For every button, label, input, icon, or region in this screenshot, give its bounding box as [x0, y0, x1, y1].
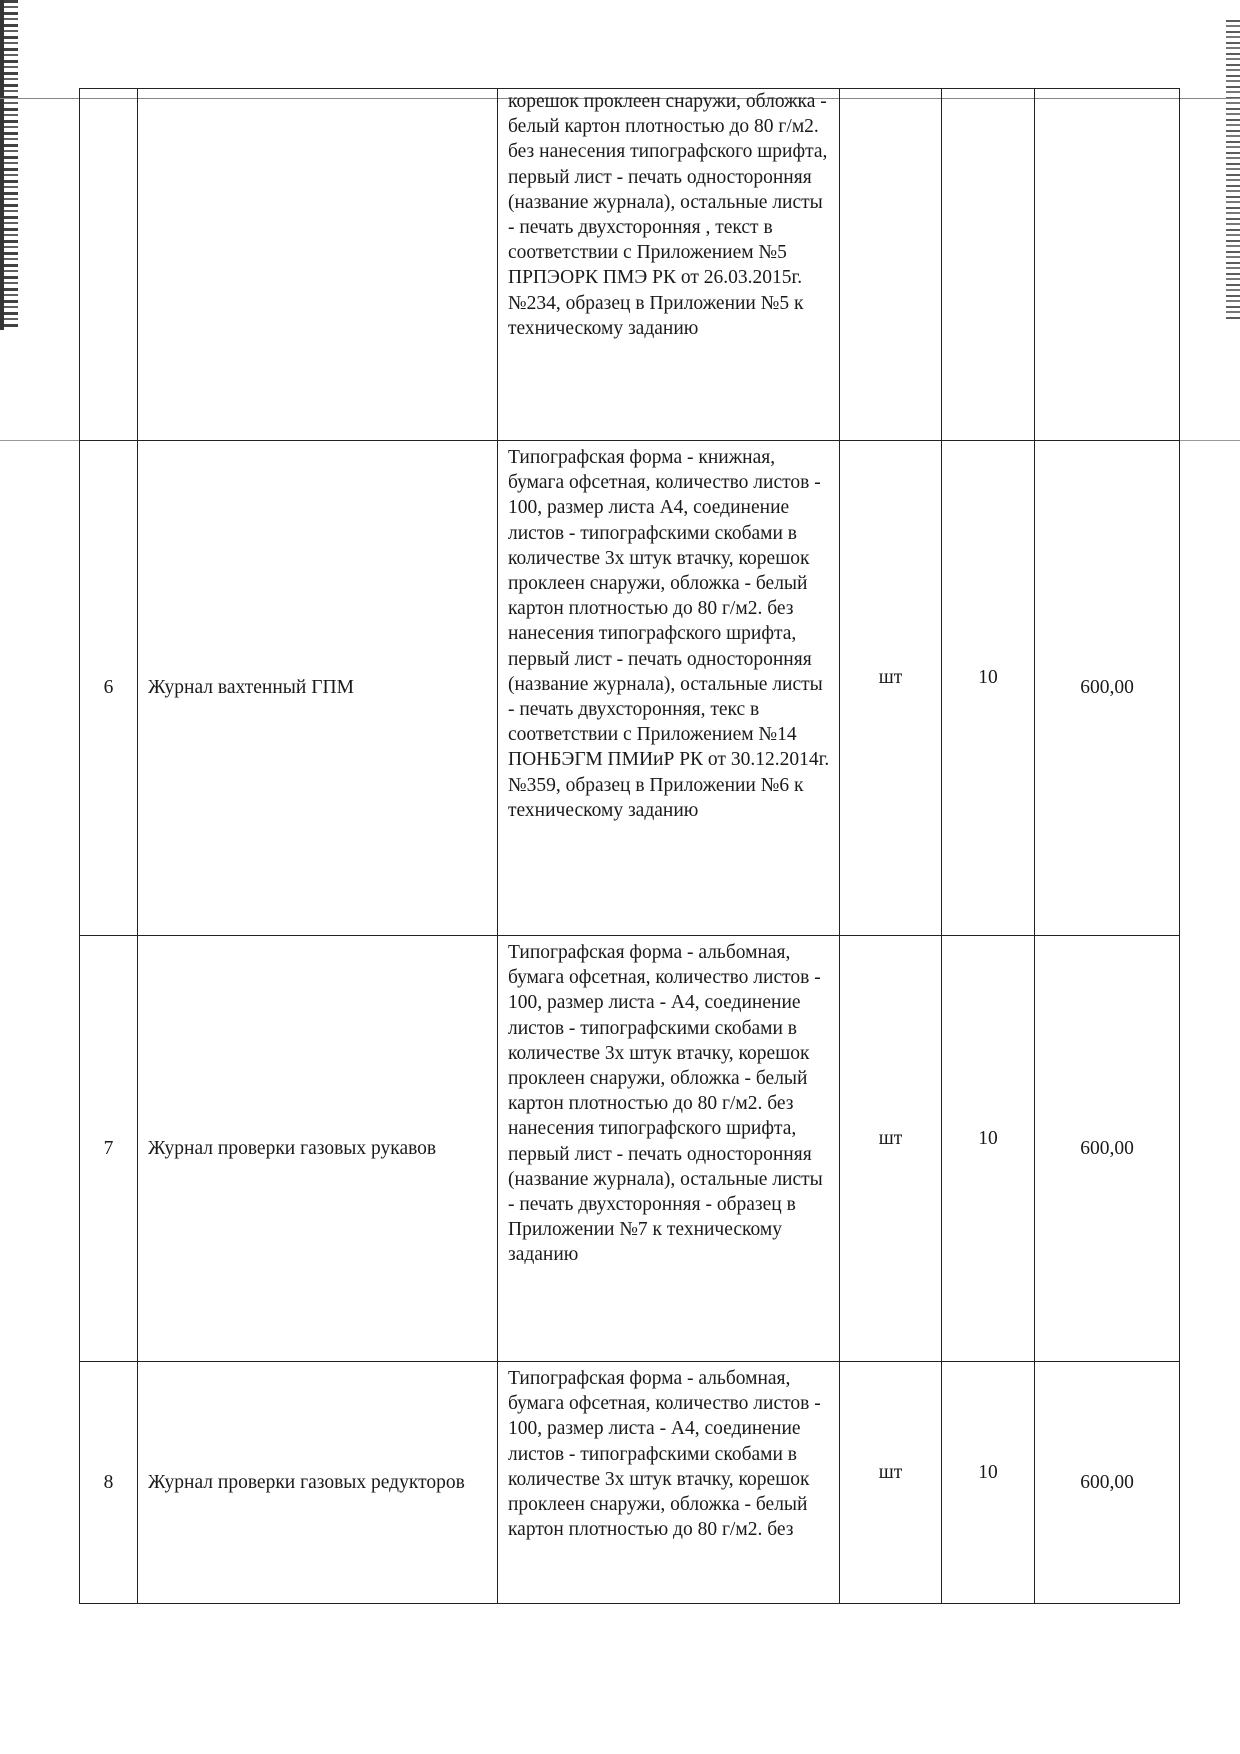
items-table — [79, 88, 1180, 1604]
table-row — [80, 936, 1180, 1362]
item-description: Типографская форма - альбомная, бумага офсетная, количество листов - 100, размер листа - А4, соединение листов - типографскими скобами в количестве 3х штук втачку, корешок проклеен снаружи, обложка - белый картон плотностью до 80 г/м2. без нанесения типографского шрифта, первый лист - печать односторонняя (название журнала), остальные листы - печать двухсторонняя - образец в Приложении №7 к техническому заданию — [498, 936, 840, 1362]
item-unit: шт — [840, 441, 942, 936]
table-row — [80, 89, 1180, 441]
item-quantity: 10 — [942, 1362, 1035, 1604]
item-description: Типографская форма - альбомная, бумага офсетная, количество листов - 100, размер листа - А4, соединение листов - типографскими скобами в количестве 3х штук втачку, корешок проклеен снаружи, обложка - белый картон плотностью до 80 г/м2. без — [498, 1362, 840, 1604]
item-description: корешок проклеен снаружи, обложка - белый картон плотностью до 80 г/м2. без нанесения типографского шрифта, первый лист - печать односторонняя (название журнала), остальные листы - печать двухсторонняя , текст в соответствии с Приложением №5 ПРПЭОРК ПМЭ РК от 26.03.2015г. №234, образец в Приложении №5 к техническому заданию — [498, 89, 840, 441]
item-name: Журнал проверки газовых рукавов — [138, 936, 498, 1362]
scan-edge-right — [1226, 20, 1240, 320]
row-number: 7 — [80, 936, 138, 1362]
row-number — [80, 89, 138, 441]
item-name: Журнал проверки газовых редукторов — [138, 1362, 498, 1604]
item-price: 600,00 — [1035, 1362, 1180, 1604]
item-unit: шт — [840, 1362, 942, 1604]
item-quantity — [942, 89, 1035, 441]
item-price: 600,00 — [1035, 441, 1180, 936]
scan-edge-left — [0, 0, 18, 330]
table-row — [80, 1362, 1180, 1604]
item-unit: шт — [840, 936, 942, 1362]
item-price: 600,00 — [1035, 936, 1180, 1362]
row-number: 8 — [80, 1362, 138, 1604]
item-name: Журнал вахтенный ГПМ — [138, 441, 498, 936]
table-row — [80, 441, 1180, 936]
item-unit — [840, 89, 942, 441]
row-number: 6 — [80, 441, 138, 936]
item-quantity: 10 — [942, 441, 1035, 936]
item-price — [1035, 89, 1180, 441]
item-name — [138, 89, 498, 441]
item-quantity: 10 — [942, 936, 1035, 1362]
item-description: Типографская форма - книжная, бумага офсетная, количество листов - 100, размер листа А4, соединение листов - типографскими скобами в количестве 3х штук втачку, корешок проклеен снаружи, обложка - белый картон плотностью до 80 г/м2. без нанесения типографского шрифта, первый лист - печать односторонняя (название журнала), остальные листы - печать двухсторонняя, текс в соответствии с Приложением №14 ПОНБЭГМ ПМИиР РК от 30.12.2014г. №359, образец в Приложении №6 к техническому заданию — [498, 441, 840, 936]
